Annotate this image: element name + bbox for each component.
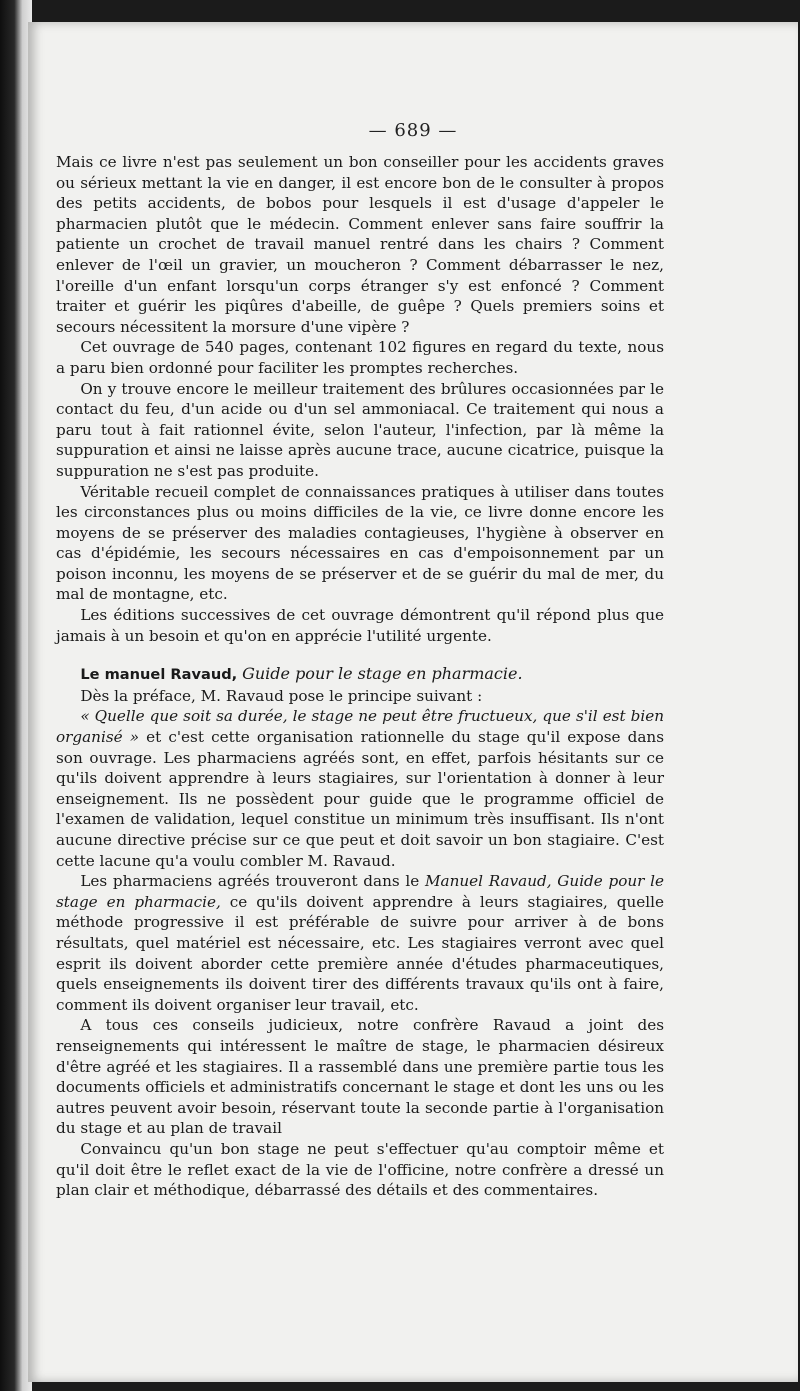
- agrees-title: Manuel Ravaud, Guide pour le stage en pharmacie,: [56, 872, 664, 911]
- paragraph-agrees: [56, 871, 664, 1015]
- paragraph-preface: Dès la préface, M. Ravaud pose le principe suivant :: [80, 686, 483, 705]
- paragraph-quote: [56, 706, 664, 871]
- paragraph-brulures: On y trouve encore le meilleur traitement des brûlures occasionnées par le contact du feu, d'un acide ou d'un sel ammoniacal. Ce traitement qui nous a paru tout à fait rationnel évite, selon l'auteur, l'infection, par là même la suppuration et ainsi ne laisse après aucune trace, aucune cicatrice, puisque la suppuration ne s'est pas produite.: [56, 379, 664, 480]
- quote-rest: et c'est cette organisation rationnelle du stage qu'il expose dans son ouvrage. Les pharmaciens agréés sont, en effet, parfois hésitants sur ce qu'ils doivent apprendre à leurs stagiaires, sur l'orientation à donner à leur enseignement. Ils ne possèdent pour guide que le programme officiel de l'examen de validation, lequel constitue un minimum très insuffisant. Ils n'ont aucune directive précise sur ce que peut et doit savoir un bon stagiaire. C'est cette lacune qu'a voulu combler M. Ravaud.: [56, 728, 664, 870]
- agrees-before: Les pharmaciens agréés trouveront dans le: [80, 872, 425, 891]
- section-heading: [56, 664, 664, 686]
- paragraph-recueil: Véritable recueil complet de connaissances pratiques à utiliser dans toutes les circonstances plus ou moins difficiles de la vie, ce livre donne encore les moyens de se préserver des maladies contagieuses, l'hygiène à observer en cas d'épidémie, les secours nécessaires en cas d'empoisonnement par un poison inconnu, les moyens de se préserver et de se guérir du mal de mer, du mal de montagne, etc.: [56, 482, 664, 604]
- paragraph-conseils: A tous ces conseils judicieux, notre confrère Ravaud a joint des renseignements qui intéressent le maître de stage, le pharmacien désireux d'être agréé et les stagiaires. Il a rassemblé dans une première partie tous les documents officiels et administratifs concernant le stage et dont les uns ou les autres peuvent avoir besoin, réservant toute la seconde partie à l'organisation du stage et au plan de travail: [56, 1016, 664, 1138]
- page-number: — 689 —: [368, 120, 458, 141]
- paragraph-convaincu: Convaincu qu'un bon stage ne peut s'effectuer qu'au comptoir même et qu'il doit être le reflet exact de la vie de l'officine, notre confrère a dressé un plan clair et méthodique, débarrassé des détails et des commentaires.: [56, 1139, 664, 1200]
- heading-title: Le manuel Ravaud,: [80, 666, 238, 684]
- paragraph-pages: Cet ouvrage de 540 pages, contenant 102 figures en regard du texte, nous a paru bien ordonné pour faciliter les promptes recherches.: [56, 338, 664, 377]
- quote-italic: « Quelle que soit sa durée, le stage ne peut être fructueux, que s'il est bien organisé »: [56, 707, 664, 747]
- body-text: [56, 152, 664, 1201]
- paragraph-editions: Les éditions successives de cet ouvrage démontrent qu'il répond plus que jamais à un besoin et qu'on en apprécie l'utilité urgente.: [56, 606, 664, 645]
- agrees-after: ce qu'ils doivent apprendre à leurs stagiaires, quelle méthode progressive il est préférable de suivre pour arriver à de bons résultats, quel matériel est nécessaire, etc. Les stagiaires verront avec quel esprit ils doivent aborder cette première année d'études pharmaceutiques, quels enseignements ils doivent tirer des différents travaux qu'ils ont à faire, comment ils doivent organiser leur travail, etc.: [56, 892, 665, 1014]
- document-page: [28, 22, 798, 1382]
- heading-subtitle: Guide pour le stage en pharmacie.: [242, 664, 523, 684]
- section-gap: [56, 646, 664, 664]
- paragraph-accidents: Mais ce livre n'est pas seulement un bon conseiller pour les accidents graves ou sérieux mettant la vie en danger, il est encore bon de le consulter à propos des petits accidents, de bobos pour lesquels il est d'usage d'appeler le pharmacien plutôt que le médecin. Comment enlever sans faire souffrir la patiente un crochet de travail manuel rentré dans les chairs ? Comment enlever de l'œil un gravier, un moucheron ? Comment débarrasser le nez, l'oreille d'un enfant lorsqu'un corps étranger s'y est enfoncé ? Comment traiter et guérir les piqûres d'abeille, de guêpe ? Quels premiers soins et secours nécessitent la morsure d'une vipère ?: [56, 153, 664, 336]
